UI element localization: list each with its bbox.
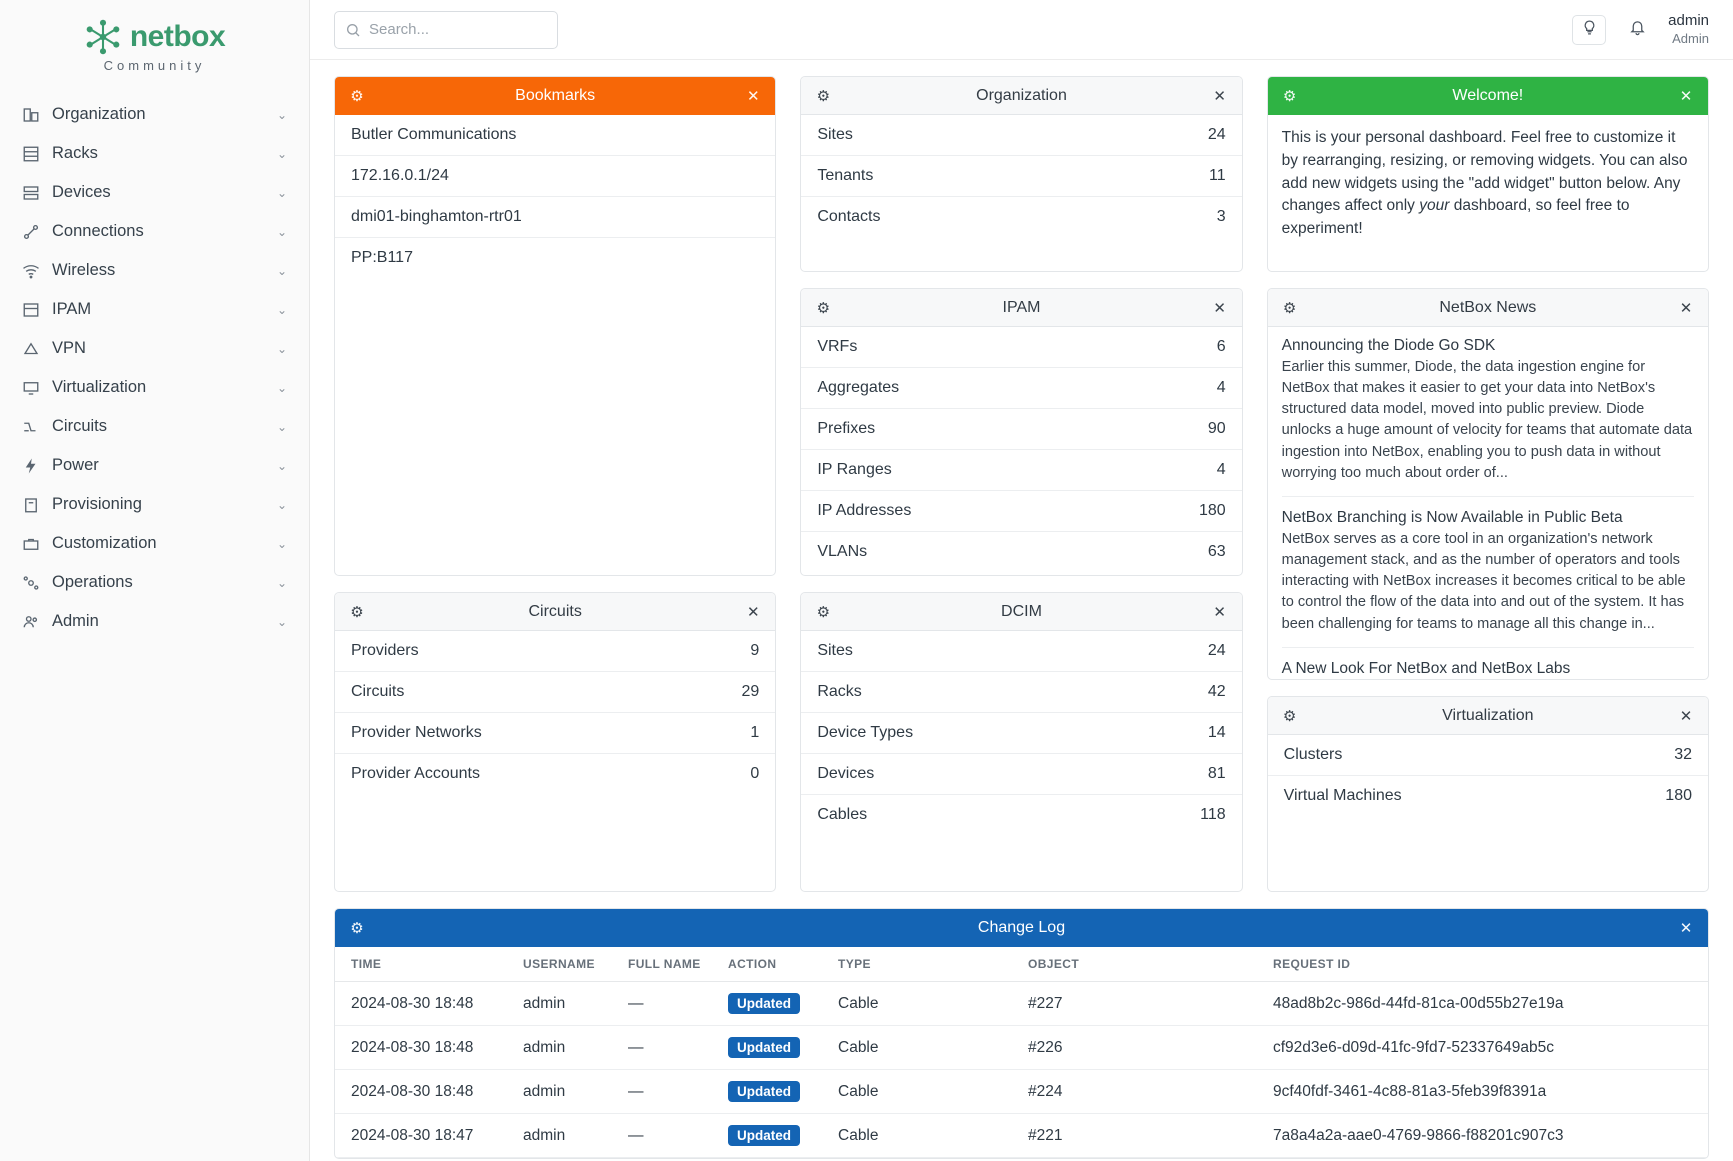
sidebar-item-virtualization[interactable] [0, 368, 309, 407]
table-row [335, 982, 1708, 1026]
table-row[interactable] [801, 491, 1241, 532]
chevron-down-icon: ⌄ [276, 302, 287, 317]
news-headline[interactable]: A New Look For NetBox and NetBox Labs [1281, 659, 1571, 677]
dashboard-column-3 [1267, 76, 1709, 892]
table-row[interactable] [801, 754, 1241, 795]
clipboard-icon [22, 496, 48, 514]
sidebar-item-operations[interactable] [0, 563, 309, 602]
notifications-button[interactable] [1620, 15, 1654, 45]
widget-body [1268, 327, 1708, 680]
stat-value: 63 [1207, 543, 1226, 560]
stat-value: 32 [1674, 746, 1692, 763]
cell-username: admin [523, 982, 628, 1026]
stat-label: Provider Networks [351, 724, 482, 741]
sidebar-item-customization[interactable] [0, 524, 309, 563]
search-box[interactable] [334, 11, 558, 49]
chevron-down-icon: ⌄ [276, 419, 287, 434]
dashboard-column-1 [334, 76, 776, 892]
stat-value: 0 [750, 765, 760, 782]
rack-icon [22, 145, 48, 163]
widget-header [335, 77, 775, 115]
sidebar-item-devices[interactable] [0, 173, 309, 212]
sidebar-item-label: Provisioning [52, 495, 142, 513]
widget-body [335, 631, 775, 794]
brand-logo [84, 18, 225, 56]
cog-outline-icon [22, 574, 48, 592]
news-headline[interactable]: NetBox Branching is Now Available in Public Beta [1281, 508, 1623, 526]
cell-request-id[interactable]: 9cf40fdf-3461-4c88-81a3-5feb39f8391a [1273, 1070, 1708, 1114]
brand-name: netbox [129, 20, 226, 53]
table-row[interactable] [801, 197, 1241, 237]
chevron-down-icon: ⌄ [276, 575, 287, 590]
table-row[interactable] [801, 795, 1241, 835]
widget-change-log [334, 908, 1709, 1159]
cell-time[interactable]: 2024-08-30 18:48 [335, 1070, 523, 1114]
cell-object[interactable]: #227 [1028, 982, 1273, 1026]
close-icon[interactable]: ✕ [1679, 87, 1693, 105]
stat-label: Prefixes [817, 420, 876, 437]
widget-body [1268, 735, 1708, 816]
user-role: Admin [1672, 30, 1709, 46]
widget-header [1268, 289, 1708, 327]
table-row [335, 1026, 1708, 1070]
sidebar-item-power[interactable] [0, 446, 309, 485]
stat-value: 1 [750, 724, 760, 741]
chevron-down-icon: ⌄ [276, 185, 287, 200]
cell-time[interactable]: 2024-08-30 18:47 [335, 1114, 523, 1158]
topbar-right [1572, 12, 1709, 47]
widget-dcim [800, 592, 1242, 892]
widget-welcome [1267, 76, 1709, 272]
close-icon[interactable]: ✕ [1213, 87, 1226, 105]
table-row[interactable] [1268, 735, 1708, 776]
stat-label: Racks [817, 683, 862, 700]
sidebar-item-label: Devices [52, 183, 111, 201]
search-icon [345, 22, 361, 42]
power-icon [22, 457, 48, 475]
sidebar-item-ipam[interactable] [0, 290, 309, 329]
gear-icon[interactable]: ⚙ [1282, 87, 1297, 105]
list-item[interactable]: 172.16.0.1/24 [335, 156, 775, 197]
sidebar-item-label: Admin [52, 612, 99, 630]
table-row[interactable] [335, 631, 775, 672]
brand-subtitle: Community [103, 58, 206, 73]
widget-header [1268, 697, 1708, 735]
chevron-down-icon: ⌄ [276, 146, 287, 161]
gear-icon[interactable]: ⚙ [1282, 299, 1297, 317]
close-icon[interactable]: ✕ [747, 603, 760, 621]
dashboard [310, 60, 1733, 1161]
table-row[interactable] [801, 532, 1241, 572]
widget-header [801, 77, 1241, 115]
widget-header [801, 289, 1241, 327]
welcome-text-part-2: dashboard, so feel free to experiment! [1281, 197, 1630, 238]
chevron-down-icon: ⌄ [276, 380, 287, 395]
column-header-full-name[interactable]: FULL NAME [628, 947, 728, 982]
widget-title: Organization [976, 86, 1067, 104]
change-log-table [335, 947, 1708, 1158]
search-input[interactable] [334, 11, 558, 49]
briefcase-icon [22, 535, 48, 553]
stat-value: 81 [1207, 765, 1226, 782]
widget-title: IPAM [1002, 298, 1041, 316]
close-icon[interactable]: ✕ [1213, 603, 1226, 621]
column-header-action[interactable]: ACTION [728, 947, 838, 982]
list-item[interactable]: Butler Communications [335, 115, 775, 156]
table-row[interactable] [801, 631, 1241, 672]
table-row[interactable] [801, 672, 1241, 713]
sidebar-item-label: Virtualization [52, 378, 147, 396]
chevron-down-icon: ⌄ [276, 614, 287, 629]
cell-request-id[interactable]: 48ad8b2c-986d-44fd-81ca-00d55b27e19a [1273, 982, 1708, 1026]
stat-label: Contacts [817, 208, 881, 225]
gear-icon[interactable]: ⚙ [816, 87, 831, 105]
widget-header [801, 593, 1241, 631]
chevron-down-icon: ⌄ [276, 458, 287, 473]
cell-action [728, 982, 838, 1026]
brand[interactable] [0, 8, 309, 89]
welcome-text [1268, 115, 1708, 257]
sidebar-item-label: Operations [52, 573, 133, 591]
news-headline[interactable]: Announcing the Diode Go SDK [1281, 337, 1496, 354]
widget-title: Circuits [528, 602, 582, 620]
stat-label: Virtual Machines [1283, 787, 1402, 804]
cell-object[interactable]: #224 [1028, 1070, 1273, 1114]
cell-type: Cable [838, 1114, 1028, 1158]
stat-value: 118 [1200, 806, 1226, 823]
stat-label: Circuits [351, 683, 405, 700]
news-item [1282, 509, 1694, 648]
welcome-emphasis: your [1419, 197, 1450, 215]
topbar [310, 0, 1733, 60]
chevron-down-icon: ⌄ [276, 497, 287, 512]
list-item[interactable]: PP:B117 [351, 249, 413, 266]
stat-label: Sites [817, 126, 853, 143]
close-icon[interactable]: ✕ [747, 87, 760, 105]
widget-header [1268, 77, 1708, 115]
table-row[interactable] [801, 368, 1241, 409]
stat-label: VRFs [817, 338, 858, 355]
domain-icon [22, 106, 48, 124]
sidebar-item-provisioning[interactable] [0, 485, 309, 524]
column-header-request-id[interactable]: REQUEST ID [1273, 947, 1708, 982]
chevron-down-icon: ⌄ [276, 341, 287, 356]
cell-request-id[interactable]: 7a8a4a2a-aae0-4769-9866-f88201c907c3 [1273, 1114, 1708, 1158]
cell-action [728, 1114, 838, 1158]
widget-netbox-news [1267, 288, 1709, 680]
close-icon[interactable]: ✕ [1679, 299, 1693, 317]
gear-icon[interactable]: ⚙ [816, 299, 831, 317]
cell-time[interactable]: 2024-08-30 18:48 [335, 1026, 523, 1070]
widget-bookmarks [334, 76, 776, 576]
status-badge: Updated [728, 1125, 800, 1146]
sidebar-item-label: IPAM [52, 300, 92, 318]
sidebar-item-label: Circuits [52, 417, 108, 435]
stat-value: 90 [1207, 420, 1226, 437]
widget-circuits [334, 592, 776, 892]
gear-icon[interactable]: ⚙ [1282, 707, 1297, 725]
column-header-time[interactable]: TIME [335, 947, 523, 982]
wifi-icon [22, 262, 48, 280]
table-row[interactable] [801, 115, 1241, 156]
table-row[interactable] [801, 156, 1241, 197]
sidebar-item-admin[interactable] [0, 602, 309, 641]
table-row [335, 1114, 1708, 1158]
stat-label: Clusters [1283, 746, 1343, 763]
status-badge: Updated [728, 993, 800, 1014]
stat-value: 180 [1665, 787, 1692, 804]
monitor-icon [22, 379, 48, 397]
stat-label: Tenants [817, 167, 874, 184]
column-header-object[interactable]: OBJECT [1028, 947, 1273, 982]
sidebar-item-label: Organization [52, 105, 146, 123]
table-row[interactable] [801, 327, 1241, 368]
table-row [335, 1070, 1708, 1114]
table-row[interactable] [801, 450, 1241, 491]
stat-value: 42 [1207, 683, 1226, 700]
cell-full-name: — [628, 1114, 728, 1158]
table-row[interactable] [801, 713, 1241, 754]
gear-icon[interactable]: ⚙ [350, 919, 364, 937]
cell-full-name: — [628, 1026, 728, 1070]
status-badge: Updated [728, 1037, 800, 1058]
stat-value: 11 [1209, 167, 1226, 184]
cell-username: admin [523, 1026, 628, 1070]
cell-type: Cable [838, 982, 1028, 1026]
stat-value: 4 [1216, 461, 1226, 478]
table-row[interactable] [801, 409, 1241, 450]
widget-grid [334, 76, 1709, 892]
news-body-text: Earlier this summer, Diode, the data ingestion engine for NetBox that makes it easier to get your data into NetBox's structured data model, moved into public preview. Diode unlocks a huge amount of velocity for teams that automate data ingestion into NetBox, enabling you to push data in without worrying too much about order of... [1281, 359, 1693, 481]
sidebar-item-connections[interactable] [0, 212, 309, 251]
stat-label: Provider Accounts [351, 765, 480, 782]
widget-title: Bookmarks [515, 86, 596, 104]
cell-action [728, 1026, 838, 1070]
ip-icon [22, 301, 48, 319]
widget-body [801, 631, 1241, 835]
widget-body [335, 947, 1708, 1158]
stat-value: 3 [1216, 208, 1226, 225]
gear-icon[interactable]: ⚙ [350, 87, 364, 105]
stat-value: 24 [1207, 126, 1226, 143]
connection-icon [22, 223, 48, 241]
server-icon [22, 184, 48, 202]
widget-body [801, 115, 1241, 237]
close-icon[interactable]: ✕ [1679, 919, 1693, 937]
user-name: admin [1668, 12, 1709, 29]
netbox-logo-icon [84, 18, 122, 56]
stat-value: 14 [1207, 724, 1226, 741]
dashboard-column-2 [800, 76, 1242, 892]
sidebar-item-label: Power [52, 456, 99, 474]
cell-action [728, 1070, 838, 1114]
stat-label: Aggregates [817, 379, 900, 396]
sidebar-item-label: Customization [52, 534, 157, 552]
main-area [310, 0, 1733, 1161]
widget-header [335, 909, 1708, 947]
news-body-text: NetBox serves as a core tool in an organization's network management stack, and as the number of operators and tools interacting with NetBox increases it becomes critical to be able to control the flow of the data into and out of the system. It has been challenging for teams to manage all this change in... [1281, 530, 1686, 632]
widget-organization [800, 76, 1242, 272]
stat-label: Providers [351, 642, 419, 659]
cell-full-name: — [628, 982, 728, 1026]
widget-title: Welcome! [1452, 86, 1524, 104]
cell-object[interactable]: #221 [1028, 1114, 1273, 1158]
widget-title: NetBox News [1439, 298, 1537, 316]
stat-value: 4 [1216, 379, 1226, 396]
vpn-icon [22, 340, 48, 358]
widget-title: DCIM [1001, 602, 1042, 620]
close-icon[interactable]: ✕ [1679, 707, 1693, 725]
widget-body [801, 327, 1241, 572]
cell-full-name: — [628, 1070, 728, 1114]
gear-icon[interactable]: ⚙ [816, 603, 831, 621]
widget-title: Change Log [977, 918, 1066, 936]
widget-header [335, 593, 775, 631]
news-item [1282, 660, 1694, 680]
circuit-icon [22, 418, 48, 436]
sidebar-item-label: Racks [52, 144, 98, 162]
stat-label: IP Ranges [817, 461, 892, 478]
user-menu[interactable] [1668, 12, 1709, 47]
stat-value: 9 [750, 642, 760, 659]
lightbulb-icon [1581, 19, 1598, 40]
stat-label: VLANs [817, 543, 868, 560]
sidebar [0, 0, 310, 1161]
sidebar-item-label: VPN [52, 339, 86, 357]
stat-label: Devices [817, 765, 875, 782]
stat-label: Sites [817, 642, 853, 659]
stat-label: Cables [817, 806, 868, 823]
column-header-username[interactable]: USERNAME [523, 947, 628, 982]
cell-request-id[interactable]: cf92d3e6-d09d-41fc-9fd7-52337649ab5c [1273, 1026, 1708, 1070]
cell-time[interactable]: 2024-08-30 18:48 [335, 982, 523, 1026]
theme-toggle-button[interactable] [1572, 15, 1606, 45]
cell-type: Cable [838, 1026, 1028, 1070]
table-row[interactable] [335, 672, 775, 713]
cell-username: admin [523, 1070, 628, 1114]
news-item [1282, 337, 1694, 497]
table-row[interactable] [335, 713, 775, 754]
table-header-row [335, 947, 1708, 982]
sidebar-item-vpn[interactable] [0, 329, 309, 368]
status-badge: Updated [728, 1081, 800, 1102]
sidebar-item-circuits[interactable] [0, 407, 309, 446]
sidebar-item-label: Connections [52, 222, 144, 240]
gear-icon[interactable]: ⚙ [350, 603, 364, 621]
close-icon[interactable]: ✕ [1213, 299, 1226, 317]
chevron-down-icon: ⌄ [276, 536, 287, 551]
list-item[interactable]: dmi01-binghamton-rtr01 [335, 197, 775, 238]
widget-ipam [800, 288, 1242, 576]
sidebar-item-label: Wireless [52, 261, 116, 279]
widget-title: Virtualization [1442, 706, 1534, 724]
sidebar-item-wireless[interactable] [0, 251, 309, 290]
stat-label: Device Types [817, 724, 914, 741]
table-row[interactable] [335, 754, 775, 794]
stat-value: 29 [741, 683, 760, 700]
cell-type: Cable [838, 1070, 1028, 1114]
stat-value: 24 [1207, 642, 1226, 659]
stat-value: 180 [1198, 502, 1226, 519]
widget-body [335, 115, 775, 278]
chevron-down-icon: ⌄ [276, 107, 287, 122]
welcome-text-part-1: This is your personal dashboard. Feel free to customize it by rearranging, resizing, or removing widgets. You can also add new widgets using the "add widget" button below. Any changes affect only [1281, 129, 1688, 215]
chevron-down-icon: ⌄ [276, 263, 287, 278]
bell-icon [1629, 19, 1646, 40]
sidebar-item-organization[interactable] [0, 95, 309, 134]
chevron-down-icon: ⌄ [276, 224, 287, 239]
users-icon [22, 613, 48, 631]
cell-object[interactable]: #226 [1028, 1026, 1273, 1070]
sidebar-item-racks[interactable] [0, 134, 309, 173]
column-header-type[interactable]: TYPE [838, 947, 1028, 982]
cell-username: admin [523, 1114, 628, 1158]
table-row[interactable] [1268, 776, 1708, 816]
sidebar-nav [0, 95, 309, 641]
stat-label: IP Addresses [817, 502, 912, 519]
stat-value: 6 [1216, 338, 1226, 355]
widget-virtualization [1267, 696, 1709, 892]
